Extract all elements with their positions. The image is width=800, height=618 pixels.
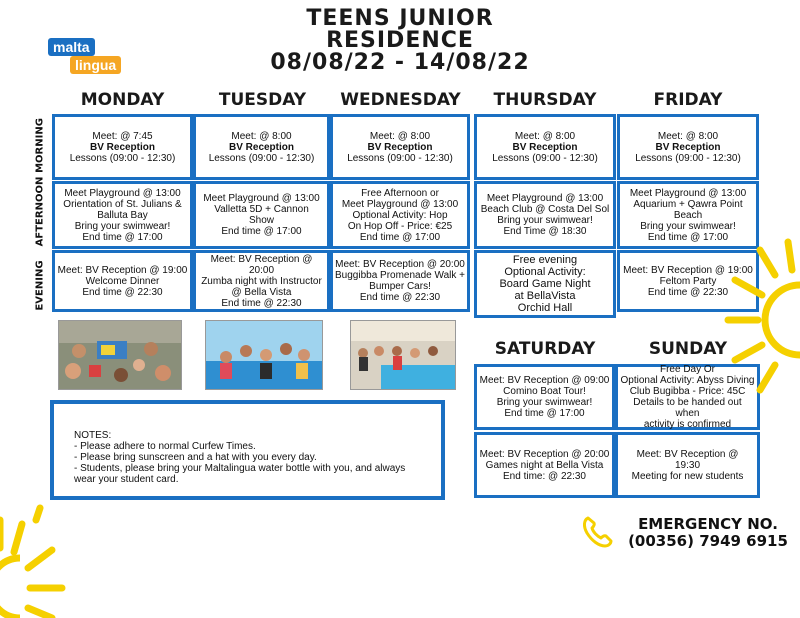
- cell-text: Zumba night with Instructor: [201, 275, 322, 287]
- cell-text: Meet Playground @ 13:00: [629, 187, 747, 199]
- cell-text: End time @ 17:00: [504, 408, 585, 419]
- cell-text: Bring your swimwear!: [640, 220, 736, 232]
- notes-line: - Students, please bring your Maltalingua water bottle with you, and always: [74, 463, 406, 474]
- cell-text: Show: [248, 215, 274, 226]
- photo-group-1-image: [59, 321, 181, 389]
- cell-text: Lessons (09:00 - 12:30): [347, 152, 453, 164]
- cell-saturday-morning: [474, 364, 615, 430]
- cell-text: Free Day Or: [659, 364, 715, 375]
- day-thursday: THURSDAY: [493, 90, 597, 110]
- photo-group-1: [58, 320, 182, 390]
- cell-text: End Time @ 18:30: [503, 226, 587, 237]
- cell-text: Lessons (09:00 - 12:30): [492, 152, 598, 164]
- cell-text: @ Bella Vista: [231, 286, 292, 298]
- cell-text: 19:30: [674, 459, 701, 471]
- cell-text: End time @ 22:30: [221, 297, 302, 309]
- cell-text: Balluta Bay: [97, 209, 148, 221]
- cell-text: Bring your swimwear!: [74, 220, 171, 232]
- emergency-number: (00356) 7949 6915: [628, 532, 788, 550]
- day-sunday: SUNDAY: [648, 339, 728, 359]
- cell-text: Meet: @ 8:00: [369, 130, 431, 142]
- cell-text: Orchid Hall: [517, 302, 573, 314]
- cell-text: Free Afternoon or: [361, 187, 439, 199]
- cell-text: Comino Boat Tour!: [503, 386, 586, 397]
- cell-text: End time @ 17:00: [221, 226, 302, 237]
- cell-text: Bumper Cars!: [369, 281, 431, 292]
- cell-text: End time @ 17:00: [359, 231, 441, 243]
- cell-text: Games night at Bella Vista: [485, 459, 604, 471]
- day-monday: MONDAY: [80, 90, 165, 110]
- cell-text: BV Reception: [655, 141, 721, 153]
- cell-text: Beach Club @ Costa Del Sol: [480, 204, 610, 215]
- cell-text: On Hop Off - Price: €25: [347, 220, 453, 232]
- cell-wednesday-evening: [330, 250, 470, 312]
- title-line2: RESIDENCE: [326, 28, 474, 53]
- cell-text: Meet: BV Reception @ 20:00: [479, 448, 610, 460]
- photo-group-3: [350, 320, 456, 390]
- day-friday: FRIDAY: [653, 90, 723, 110]
- cell-text: End time @ 17:00: [647, 231, 729, 243]
- sun-icon: [0, 500, 100, 618]
- cell-text: End time @ 22:30: [82, 286, 163, 298]
- cell-wednesday-morning: [330, 114, 470, 180]
- cell-monday-afternoon: [52, 181, 193, 249]
- cell-thursday-morning: [474, 114, 616, 180]
- notes-line: - Please bring sunscreen and a hat with you every day.: [74, 452, 317, 463]
- cell-text: Optional Activity: Hop: [352, 209, 448, 221]
- cell-text: Meet: BV Reception @: [636, 448, 739, 460]
- row-label-morning: MORNING: [34, 118, 46, 173]
- cell-text: Welcome Dinner: [85, 275, 160, 287]
- cell-text: Meet: BV Reception @ 19:00: [57, 264, 188, 276]
- day-wednesday: WEDNESDAY: [340, 90, 461, 110]
- cell-text: Meet: @ 8:00: [514, 130, 576, 142]
- cell-text: Meet: @ 8:00: [657, 130, 719, 142]
- cell-text: activity is confirmed: [643, 419, 732, 430]
- cell-monday-evening: [52, 250, 193, 312]
- row-label-afternoon: AFTERNOON: [34, 176, 46, 247]
- cell-text: Meet: @ 8:00: [231, 130, 292, 142]
- cell-text: Meet: BV Reception @ 09:00: [479, 375, 610, 386]
- cell-text: BV Reception: [228, 141, 294, 153]
- cell-text: End time: @ 22:30: [503, 470, 586, 482]
- photo-group-3-image: [351, 321, 455, 389]
- cell-text: BV Reception: [512, 141, 578, 153]
- cell-text: Beach: [673, 209, 703, 221]
- cell-text: Meet: @ 7:45: [92, 130, 153, 142]
- cell-saturday-evening: [474, 432, 615, 498]
- cell-monday-morning: [52, 114, 193, 180]
- sun-icon: [700, 230, 800, 410]
- photo-group-2-image: [206, 321, 322, 389]
- cell-text: Feltom Party: [659, 275, 717, 287]
- cell-tuesday-afternoon: [193, 181, 330, 249]
- cell-text: Club Bugibba - Price: 45C: [629, 386, 746, 397]
- day-saturday: SATURDAY: [494, 339, 596, 359]
- cell-text: Valletta 5D + Cannon: [214, 204, 309, 215]
- cell-text: Lessons (09:00 - 12:30): [69, 152, 176, 164]
- photo-group-2: [205, 320, 323, 390]
- cell-text: Meet: BV Reception @ 20:00: [335, 259, 465, 270]
- cell-text: Meet Playground @ 13:00: [203, 193, 320, 204]
- cell-text: Buggibba Promenade Walk +: [335, 270, 465, 281]
- cell-text: BV Reception: [89, 141, 155, 153]
- logo-lingua: lingua: [70, 56, 121, 74]
- cell-text: Optional Activity: Abyss Diving: [620, 375, 755, 386]
- cell-thursday-evening: [474, 250, 616, 318]
- cell-text: Meet Playground @ 13:00: [341, 198, 459, 210]
- cell-tuesday-evening: [193, 250, 330, 312]
- title-dates: 08/08/22 - 14/08/22: [270, 50, 530, 75]
- cell-text: End time @ 22:30: [359, 292, 441, 303]
- day-tuesday: TUESDAY: [218, 90, 307, 110]
- cell-text: Aquarium + Qawra Point: [633, 198, 743, 210]
- notes-box: [50, 400, 445, 500]
- emergency-label: EMERGENCY NO.: [638, 515, 778, 533]
- title-line1: TEENS JUNIOR: [306, 6, 494, 31]
- cell-friday-morning: [617, 114, 759, 180]
- cell-text: at BellaVista: [514, 290, 576, 302]
- cell-text: Meet: BV Reception @ 19:00: [623, 264, 753, 276]
- cell-text: Bring your swimwear!: [496, 397, 593, 408]
- notes-heading: NOTES:: [74, 430, 112, 441]
- cell-text: Meet: BV Reception @ 20:00: [210, 253, 313, 276]
- cell-text: Meeting for new students: [631, 470, 744, 482]
- cell-text: Orientation of St. Julians &: [63, 198, 182, 210]
- cell-text: Meet Playground @ 13:00: [486, 193, 604, 204]
- cell-sunday-evening: [615, 432, 760, 498]
- row-label-evening: EVENING: [34, 260, 46, 311]
- notes-line: wear your student card.: [74, 474, 179, 485]
- cell-text: Board Game Night: [499, 278, 591, 290]
- cell-text: Meet Playground @ 13:00: [64, 187, 181, 199]
- logo-malta: malta: [48, 38, 95, 56]
- cell-wednesday-afternoon: [330, 181, 470, 249]
- cell-text: End time @ 22:30: [647, 286, 729, 298]
- notes-line: - Please adhere to normal Curfew Times.: [74, 441, 256, 452]
- cell-text: Lessons (09:00 - 12:30): [208, 152, 315, 164]
- cell-text: BV Reception: [367, 141, 433, 153]
- cell-text: Optional Activity:: [504, 266, 586, 278]
- cell-text: Free evening: [512, 254, 578, 266]
- phone-icon: [580, 514, 616, 550]
- cell-thursday-afternoon: [474, 181, 616, 249]
- cell-tuesday-morning: [193, 114, 330, 180]
- cell-text: Bring your swimwear!: [497, 215, 593, 226]
- cell-text: End time @ 17:00: [82, 231, 163, 243]
- cell-text: Details to be handed out when: [633, 397, 742, 419]
- cell-text: Lessons (09:00 - 12:30): [635, 152, 741, 164]
